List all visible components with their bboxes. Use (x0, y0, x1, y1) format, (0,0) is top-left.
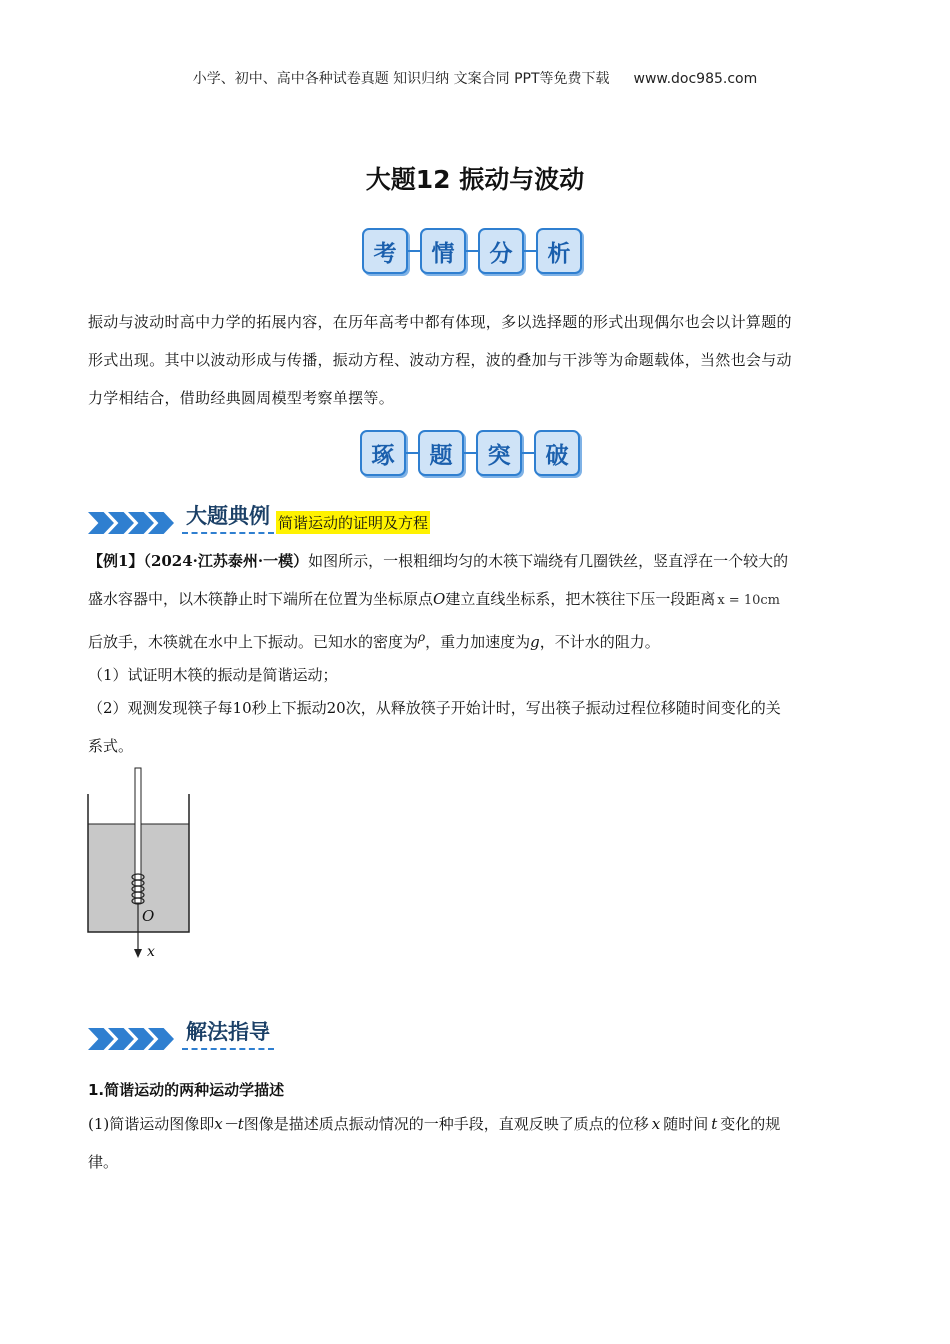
chip-tu: 突 (476, 430, 522, 476)
chip-connector (524, 250, 536, 252)
intro-line: 振动与波动时高中力学的拓展内容，在历年高考中都有体现，多以选择题的形式出现偶尔也会以计算题的 (88, 313, 792, 331)
page-header (0, 68, 950, 88)
example-text: 后放手，木筷就在水中上下振动。已知水的密度为 (88, 633, 419, 651)
example-line (88, 626, 863, 653)
chips-break (360, 430, 580, 476)
section-label: 大题典例 (182, 500, 274, 534)
guide-paragraph-line1 (88, 1113, 863, 1135)
chip-kao: 考 (362, 228, 408, 274)
header-site[interactable]: www.doc985.com (633, 71, 758, 87)
symbol-rho: ρ (418, 630, 426, 644)
chip-zhuo: 琢 (360, 430, 406, 476)
example-line (88, 550, 863, 572)
chip-connector (406, 452, 418, 454)
example-text: 建立直线坐标系，把木筷往下压一段距离 (445, 590, 716, 608)
page-title: 大题12 振动与波动 (365, 165, 585, 194)
chip-connector (466, 250, 478, 252)
axis-label: x (147, 944, 155, 960)
symbol-x: x (651, 1115, 661, 1133)
symbol-t: t (711, 1115, 718, 1133)
guide-paragraph-line2: 律。 (88, 1153, 119, 1171)
question-2-line2: 系式。 (88, 737, 134, 755)
section-examples (88, 500, 430, 534)
section-guide (88, 1016, 274, 1050)
example-text: ，不计水的阻力。 (539, 633, 660, 651)
question-1: （1）试证明木筷的振动是简谐运动； (88, 666, 338, 684)
example-source: （2024·江苏泰州·一模） (143, 552, 309, 570)
intro-paragraph (88, 303, 863, 417)
x-axis-arrow (134, 949, 142, 958)
chopstick (135, 768, 141, 903)
intro-line: 力学相结合，借助经典圆周模型考察单摆等。 (88, 389, 395, 407)
chip-ti: 题 (418, 430, 464, 476)
header-text: 小学、初中、高中各种试卷真题 知识归纳 文案合同 PPT等免费下载 (192, 71, 610, 87)
guide-text: (1)简谐运动图像即 (88, 1115, 215, 1133)
intro-line: 形式出现。其中以波动形成与传播，振动方程、波动方程，波的叠加与干涉等为命题载体，当然也会与动 (88, 351, 792, 369)
symbol-o: O (433, 590, 446, 608)
chip-xi: 析 (536, 228, 582, 274)
formula-x: x = 10cm (717, 593, 780, 608)
chip-fen: 分 (478, 228, 524, 274)
chips-analysis (362, 228, 582, 274)
chip-qing: 情 (420, 228, 466, 274)
chip-po: 破 (534, 430, 580, 476)
symbol-xt: x－t (214, 1115, 244, 1133)
guide-heading: 1.简谐运动的两种运动学描述 (88, 1081, 285, 1099)
chopstick-figure (86, 766, 192, 960)
topic-highlight: 简谐运动的证明及方程 (276, 511, 430, 534)
example-line (88, 588, 863, 612)
example-text: ，重力加速度为 (425, 633, 531, 651)
guide-text: 变化的规 (720, 1115, 781, 1133)
chevron-arrows-icon (88, 1028, 168, 1050)
symbol-g: g (530, 633, 540, 651)
question-2-line1: （2）观测发现筷子每10秒上下振动20次，从释放筷子开始计时，写出筷子振动过程位移随时间变化的关 (88, 699, 781, 717)
chip-connector (408, 250, 420, 252)
example-text: 如图所示，一根粗细均匀的木筷下端绕有几圈铁丝，竖直浮在一个较大的 (308, 552, 789, 570)
chip-connector (522, 452, 534, 454)
example-text: 盛水容器中，以木筷静止时下端所在位置为坐标原点 (88, 590, 434, 608)
example-tag: 【例1】 (88, 552, 144, 570)
section-label: 解法指导 (182, 1016, 274, 1050)
guide-text: 随时间 (663, 1115, 709, 1133)
chip-connector (464, 452, 476, 454)
chevron-arrows-icon (88, 512, 168, 534)
guide-text: 图像是描述质点振动情况的一种手段，直观反映了质点的位移 (243, 1115, 649, 1133)
origin-label: O (142, 907, 155, 925)
